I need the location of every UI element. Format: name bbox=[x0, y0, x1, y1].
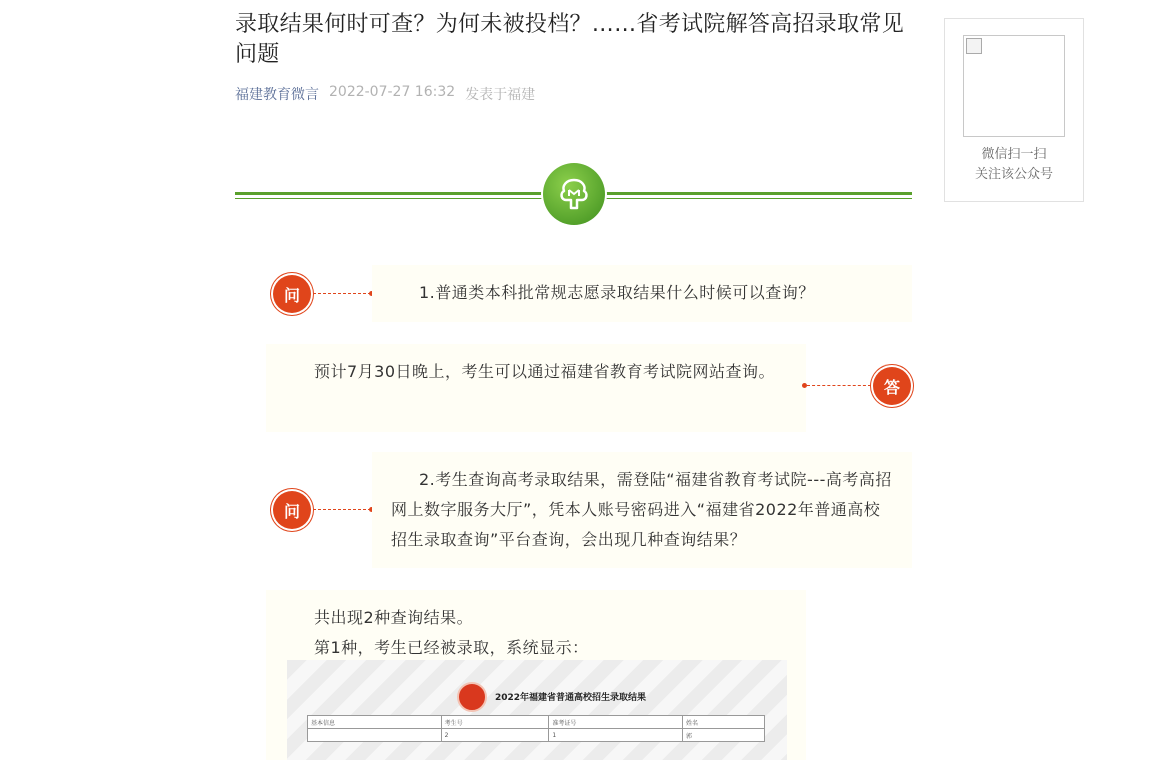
table-cell: 基本信息 bbox=[308, 716, 442, 729]
answer-box bbox=[266, 344, 806, 432]
exam-emblem-icon bbox=[457, 682, 487, 712]
question-box bbox=[372, 452, 912, 568]
answer-line-2: 第1种，考生已经被录取，系统显示： bbox=[314, 638, 589, 657]
broken-image-icon bbox=[966, 38, 982, 54]
result-table bbox=[307, 715, 765, 742]
qr-sidebar bbox=[944, 18, 1084, 202]
table-cell: 准考证号 bbox=[549, 716, 683, 729]
question-box bbox=[372, 265, 912, 322]
article bbox=[235, 0, 912, 229]
question-text: 1.普通类本科批常规志愿录取结果什么时候可以查询？ bbox=[419, 283, 815, 302]
table-cell: 郭 bbox=[683, 729, 765, 742]
green-divider bbox=[235, 159, 912, 229]
answer-text: 预计7月30日晚上，考生可以通过福建省教育考试院网站查询。 bbox=[314, 362, 776, 381]
tree-logo-icon bbox=[541, 161, 607, 227]
answer-badge: 答 bbox=[873, 367, 911, 405]
question-badge: 问 bbox=[273, 491, 311, 529]
author-link[interactable]: 福建教育微言 bbox=[235, 87, 319, 103]
qr-caption-follow: 关注该公众号 bbox=[974, 167, 1053, 182]
publish-datetime: 2022-07-27 16:32 bbox=[329, 84, 456, 100]
table-cell: 2 bbox=[441, 729, 549, 742]
table-cell: 1 bbox=[549, 729, 683, 742]
table-cell: 考生号 bbox=[441, 716, 549, 729]
table-cell bbox=[308, 729, 442, 742]
answer-line-1: 共出现2种查询结果。 bbox=[314, 608, 474, 627]
question-text: 2.考生查询高考录取结果，需登陆“福建省教育考试院---高考高招网上数字服务大厅”，凭本人账号密码进入“福建省2022年普通高校招生录取查询”平台查询，会出现几种查询结果？ bbox=[391, 470, 892, 549]
publish-location: 发表于福建 bbox=[465, 87, 536, 103]
article-meta bbox=[235, 84, 912, 104]
qr-code-image[interactable] bbox=[963, 35, 1065, 137]
result-screenshot-image bbox=[287, 660, 787, 760]
screenshot-heading: 2022年福建省普通高校招生录取结果 bbox=[495, 693, 647, 703]
article-title: 录取结果何时可查？为何未被投档？……省考试院解答高招录取常见问题 bbox=[235, 12, 905, 67]
table-cell: 姓名 bbox=[683, 716, 765, 729]
question-badge: 问 bbox=[273, 275, 311, 313]
qr-caption-scan: 微信扫一扫 bbox=[981, 147, 1047, 162]
